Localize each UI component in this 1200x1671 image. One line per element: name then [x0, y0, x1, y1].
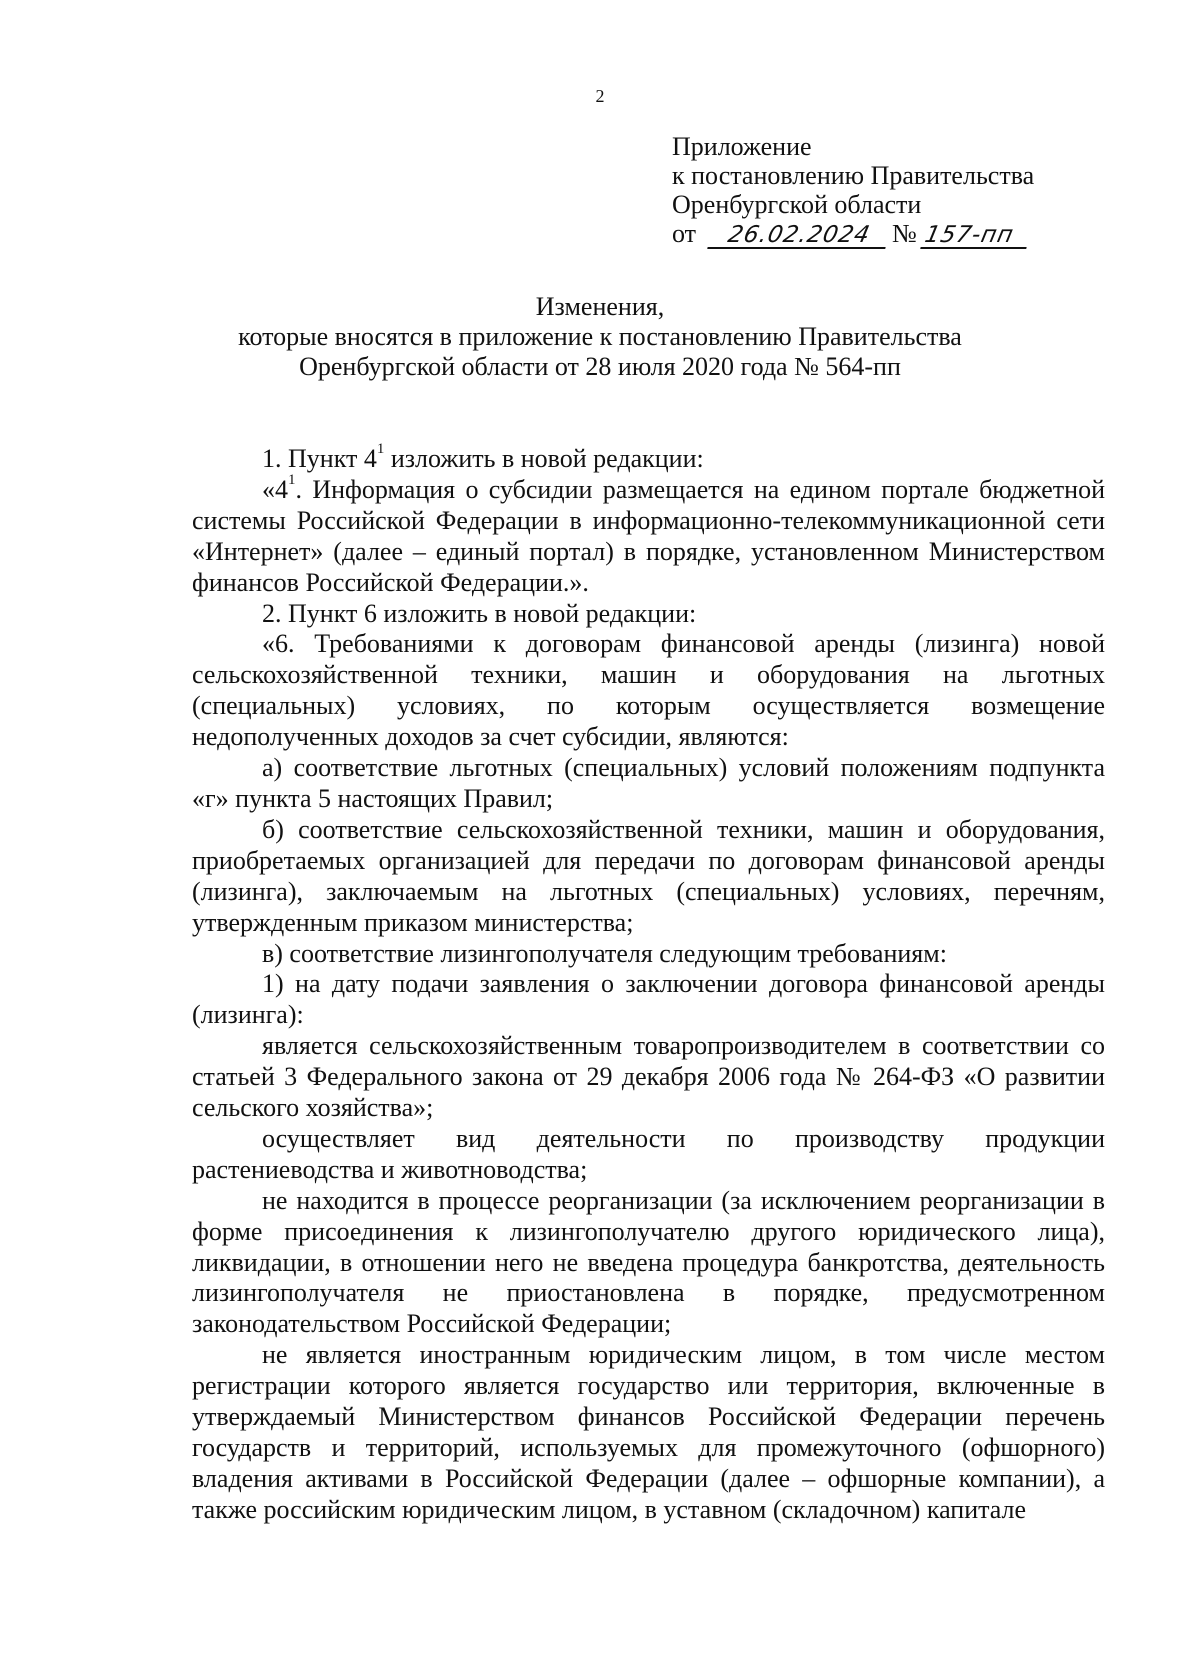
- paragraph-7: в) соответствие лизингополучателя следующим требованиям:: [262, 938, 947, 968]
- heading-line-3: Оренбургской области от 28 июля 2020 года № 564-пп: [299, 352, 901, 381]
- paragraph-5: а) соответствие льготных (специальных) условий положениям подпункта «г» пункта 5 настоящих Правил;: [192, 753, 1105, 813]
- paragraph-1-text: 1. Пункт 4: [262, 444, 377, 473]
- paragraph-1-text-end: изложить в новой редакции:: [384, 444, 704, 473]
- appendix-date-line: [672, 219, 1034, 249]
- paragraph-3: 2. Пункт 6 изложить в новой редакции:: [262, 598, 697, 628]
- document-heading: [0, 292, 1200, 382]
- appendix-title: Приложение: [672, 132, 812, 161]
- handwritten-date: 26.02.2024: [707, 223, 891, 249]
- paragraph-1: [192, 441, 1105, 475]
- paragraph-2-text: «4: [262, 474, 288, 504]
- paragraph-9: является сельскохозяйственным товаропроизводителем в соответствии со статьей 3 Федерального закона от 29 декабря 2006 года № 264-ФЗ «О развитии сельского хозяйства»;: [192, 1031, 1105, 1123]
- appendix-line-2: к постановлению Правительства: [672, 161, 1035, 190]
- superscript: 1: [288, 472, 296, 489]
- paragraph-10: осуществляет вид деятельности по производству продукции растениеводства и животноводства;: [192, 1123, 1105, 1184]
- page-number: 2: [595, 86, 605, 106]
- heading-line-2: которые вносятся в приложение к постановлению Правительства: [238, 322, 962, 351]
- number-label: №: [892, 219, 917, 248]
- paragraph-2: [192, 472, 1105, 599]
- from-label: от: [672, 219, 697, 248]
- superscript: 1: [376, 441, 385, 458]
- heading-line-1: Изменения,: [535, 292, 665, 321]
- paragraph-8: 1) на дату подачи заявления о заключении договора финансовой аренды (лизинга):: [192, 969, 1105, 1030]
- document-body: [192, 441, 1105, 1526]
- paragraph-2-text-end: . Информация о субсидии размещается на едином портале бюджетной системы Российской Федерации в информационно-телекоммуникационной сети «Интернет» (далее – единый портал) в порядке, установленном Министерством финансов Российской Федерации.».: [192, 474, 1105, 597]
- paragraph-6: б) соответствие сельскохозяйственной техники, машин и оборудования, приобретаемых организацией для передачи по договорам финансовой аренды (лизинга), заключаемым на льготных (специальных) условиях, перечням, утвержденным приказом министерства;: [192, 814, 1105, 937]
- paragraph-4: «6. Требованиями к договорам финансовой аренды (лизинга) новой сельскохозяйственной техники, машин и оборудования на льготных (специальных) условиях, по которым осуществляется возмещение недополученных доходов за счет субсидии, являются:: [192, 629, 1105, 752]
- paragraph-11: не находится в процессе реорганизации (за исключением реорганизации в форме присоединения к лизингополучателю другого юридического лица), ликвидации, в отношении него не введена процедура банкротства, деятельность лизингополучателя не приостановлена в порядке, предусмотренном законодательством Российской Федерации;: [192, 1185, 1105, 1339]
- paragraph-12: не является иностранным юридическим лицом, в том числе местом регистрации которого является государство или территория, включенные в утверждаемый Министерством финансов Российской Федерации перечень государств и территорий, используемых для промежуточного (офшорного) владения активами в Российской Федерации (далее – офшорные компании), а также российским юридическим лицом, в уставном (складочном) капитале: [192, 1340, 1105, 1524]
- appendix-block: [672, 132, 1034, 249]
- appendix-line-3: Оренбургской области: [672, 190, 922, 219]
- handwritten-number: 157-пп: [920, 223, 1032, 249]
